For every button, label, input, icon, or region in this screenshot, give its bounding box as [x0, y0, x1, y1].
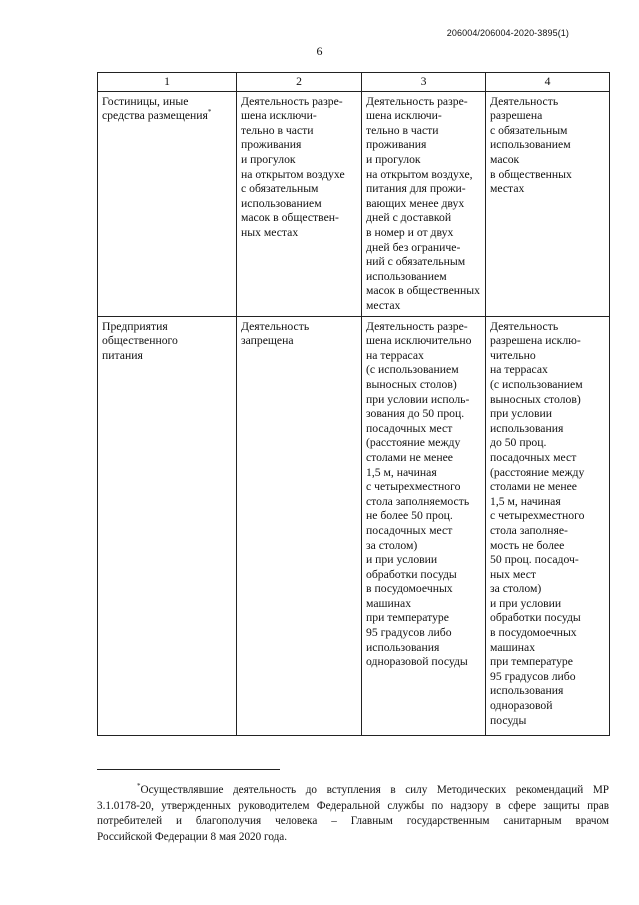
footnote-marker: *: [137, 782, 141, 790]
footnote-line: 3.1.0178-20, утвержденных руководителем Федеральной службы по надзору в сфере защиты прав: [97, 799, 609, 812]
footnote-marker: *: [207, 108, 212, 117]
cell-line: с обязательным: [490, 123, 568, 137]
cell-line: в общественных: [490, 167, 572, 181]
column-number-2: 2: [237, 73, 362, 92]
cell-line: масок: [490, 152, 520, 166]
cell-line: использования: [490, 421, 564, 435]
cell-line: (расстояние между: [490, 465, 585, 479]
cell-line: запрещена: [241, 334, 294, 348]
cell-line: использования: [490, 684, 564, 698]
footnote: [97, 783, 609, 845]
cell-line: стола заполняе-: [490, 523, 568, 537]
table-row-hotels: [98, 91, 610, 316]
cell-line: 95 градусов либо: [490, 669, 576, 683]
cell-line: при условии: [490, 407, 553, 421]
cell-line: и прогулок: [366, 152, 421, 166]
cell-line: использованием: [490, 138, 571, 152]
row-catering-category: [98, 316, 237, 735]
cell-line: разрешена: [490, 109, 543, 123]
cell-line: посуды: [490, 713, 527, 727]
cell-line: ных местах: [241, 225, 299, 239]
cell-line: ний с обязательным: [366, 255, 466, 269]
cell-line: мость не более: [490, 538, 565, 552]
cell-line: 1,5 м, начиная: [366, 465, 437, 479]
document-id: 206004/206004-2020-3895(1): [446, 28, 569, 38]
cell-line: местах: [366, 298, 401, 312]
cell-line: использованием: [366, 269, 447, 283]
cell-line: на открытом воздухе: [241, 167, 345, 181]
cell-line: шена исключи-: [241, 109, 317, 123]
column-number-1: 1: [98, 73, 237, 92]
row-catering-col3: [362, 316, 486, 735]
cell-line: стола заполняемость: [366, 494, 470, 508]
cell-line: выносных столов): [490, 392, 581, 406]
cell-line: шена исключи-: [366, 109, 442, 123]
table-row-catering: [98, 316, 610, 735]
cell-line: использования: [366, 640, 440, 654]
cell-line: масок в общественных: [366, 284, 480, 298]
cell-line: Деятельность разре-: [366, 319, 468, 333]
cell-line: Деятельность: [490, 319, 559, 333]
cell-line: одноразовой: [490, 699, 553, 713]
row-catering-col2: [237, 316, 362, 735]
cell-line: зования до 50 проц.: [366, 407, 465, 421]
cell-line: масок в обществен-: [241, 211, 339, 225]
cell-line: Деятельность разре-: [366, 94, 468, 108]
cell-line: местах: [490, 182, 525, 196]
cell-line: за столом): [366, 538, 418, 552]
cell-line: проживания: [241, 138, 302, 152]
cell-line: с обязательным: [241, 182, 319, 196]
row-hotels-col3: [362, 91, 486, 316]
cell-line: шена исключительно: [366, 334, 472, 348]
cell-line: машинах: [366, 596, 412, 610]
cell-line: дней с доставкой: [366, 211, 452, 225]
cell-line: в номер и от двух: [366, 225, 454, 239]
cell-line: проживания: [366, 138, 427, 152]
cell-line: на террасах: [490, 363, 548, 377]
row-hotels-col4: [486, 91, 610, 316]
cell-line: тельно в части: [366, 123, 439, 137]
cell-line: в посудомоечных: [490, 626, 577, 640]
measures-table: [97, 72, 610, 736]
footnote-line: потребителей и благополучия человека – Главным государственным санитарным врачом: [97, 815, 609, 828]
footnote-line: *Осуществлявшие деятельность до вступления в силу Методических рекомендаций МР: [137, 782, 609, 796]
cell-line: 95 градусов либо: [366, 626, 452, 640]
cell-line: обработки посуды: [366, 567, 457, 581]
cell-line: при температуре: [366, 611, 449, 625]
cell-line: выносных столов): [366, 377, 457, 391]
cell-line: при температуре: [490, 655, 573, 669]
cell-line: в посудомоечных: [366, 582, 453, 596]
cell-line: столами не менее: [366, 450, 453, 464]
footnote-divider: [97, 769, 280, 770]
cell-line: разрешена исклю-: [490, 334, 581, 348]
cell-line: дней без ограниче-: [366, 240, 461, 254]
cell-line: посадочных мест: [366, 421, 453, 435]
cell-line: Деятельность разре-: [241, 94, 343, 108]
cell-line: и прогулок: [241, 152, 296, 166]
cell-line: общественного: [102, 334, 178, 348]
cell-line: с четырехместного: [366, 480, 461, 494]
cell-line: средства размещения*: [102, 108, 212, 123]
cell-line: посадочных мест: [490, 450, 577, 464]
cell-line: 50 проц. посадоч-: [490, 553, 579, 567]
cell-line: Деятельность: [241, 319, 310, 333]
cell-line: на террасах: [366, 348, 424, 362]
cell-line: машинах: [490, 640, 536, 654]
cell-line: вающих менее двух: [366, 196, 465, 210]
cell-line: одноразовой посуды: [366, 655, 468, 669]
row-hotels-col2: [237, 91, 362, 316]
cell-line: питания для прожи-: [366, 182, 466, 196]
cell-line: (с использованием: [366, 363, 459, 377]
cell-line: с четырехместного: [490, 509, 585, 523]
cell-line: не более 50 проц.: [366, 509, 453, 523]
cell-line: тельно в части: [241, 123, 314, 137]
cell-line: на открытом воздухе,: [366, 167, 473, 181]
cell-line: ных мест: [490, 567, 537, 581]
row-catering-col4: [486, 316, 610, 735]
column-number-4: 4: [486, 73, 610, 92]
cell-line: Предприятия: [102, 319, 168, 333]
footnote-line: Российской Федерации 8 мая 2020 года.: [97, 830, 288, 843]
cell-line: Деятельность: [490, 94, 559, 108]
page-number: 6: [316, 44, 323, 58]
cell-line: и при условии: [490, 596, 562, 610]
cell-line: (с использованием: [490, 377, 583, 391]
cell-line: Гостиницы, иные: [102, 94, 189, 108]
cell-line: посадочных мест: [366, 523, 453, 537]
cell-line: до 50 проц.: [490, 436, 547, 450]
cell-line: 1,5 м, начиная: [490, 494, 561, 508]
cell-line: при условии исполь-: [366, 392, 470, 406]
cell-line: за столом): [490, 582, 542, 596]
cell-line: и при условии: [366, 553, 438, 567]
cell-line: (расстояние между: [366, 436, 461, 450]
row-hotels-category: [98, 91, 237, 316]
column-number-3: 3: [362, 73, 486, 92]
cell-line: обработки посуды: [490, 611, 581, 625]
cell-line: использованием: [241, 196, 322, 210]
cell-line: питания: [102, 348, 143, 362]
table-header-row: [98, 73, 610, 92]
cell-line: столами не менее: [490, 480, 577, 494]
cell-line: чительно: [490, 348, 536, 362]
